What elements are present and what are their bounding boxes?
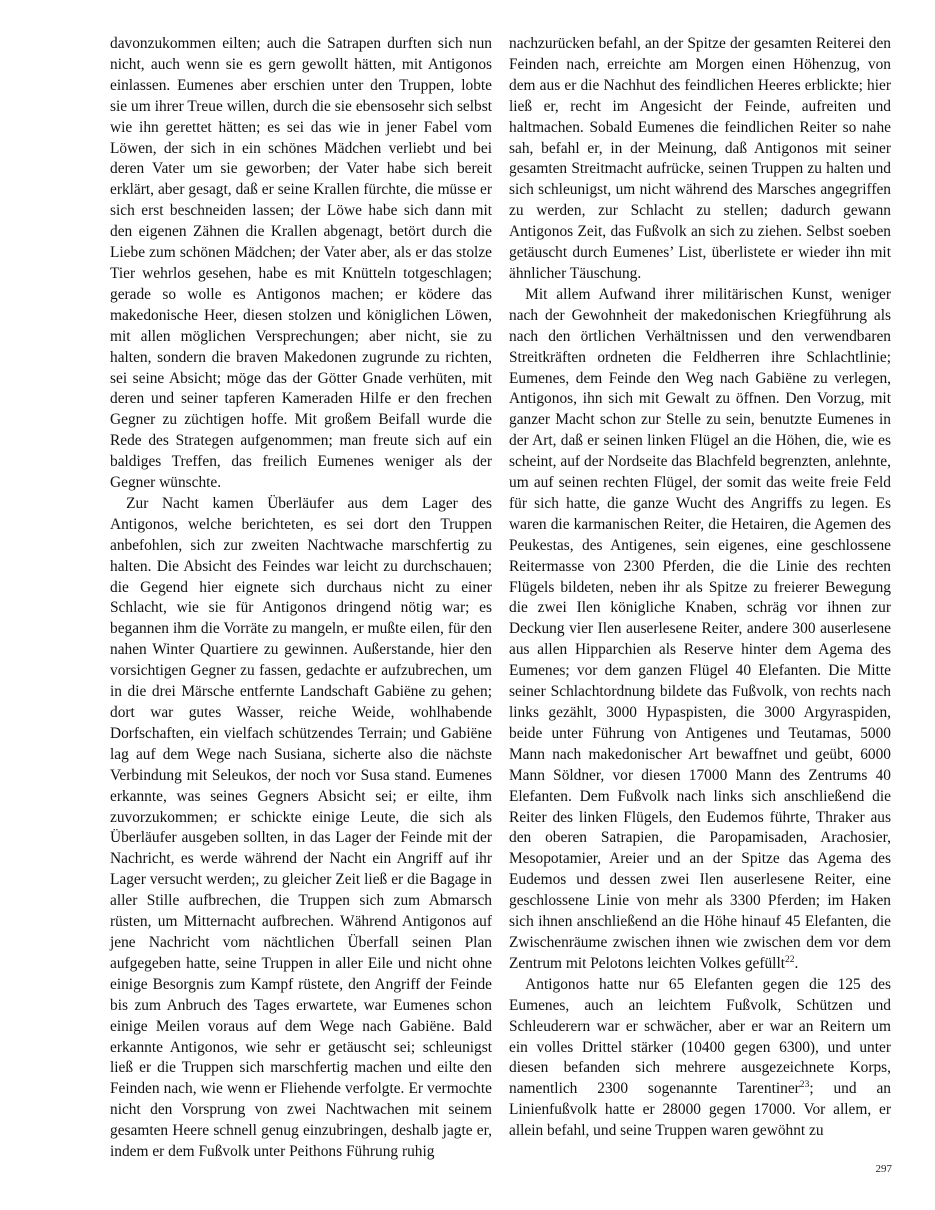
paragraph-text: Mit allem Aufwand ihrer militärischen Kunst, weniger nach der Gewohnheit der makedonischen Kriegführung als nach den örtlichen Verhältnissen und den verwendbaren Streitkräften ordneten die Feldherren ihre Schlachtlinie; Eumenes, dem Feinde den Weg nach Gabiëne zu verlegen, Antigonos, ihn sich mit Gewalt zu öffnen. Den Vorzug, mit ganzer Macht schon zur Stelle zu sein, benutzte Eumenes in der Art, daß er seinen linken Flügel an die Höhen, die, wie es scheint, auf der Nordseite das Blachfeld begrenzten, anlehnte, um auf seinen rechten Flügel, der somit das weite freie Feld für sich hatte, die ganze Wucht des Angriffs zu legen. Es waren die karmanischen Reiter, die Hetairen, die Agemen des Peukestas, des Antigenes, sein eigenes, eine geschlossene Reitermasse von 2300 Pferden, die die Linie des rechten Flügels bildeten, neben ihr als Spitze zu freierer Bewegung die zwei Ilen königliche Knaben, schräg vor ihnen zur Deckung vier Ilen auserlesene Reiter, andere 300 auserlesene aus allen Hipparchien als Reserve hinter dem Agema des Eumenes; vor dem ganzen Flügel 40 Elefanten. Die Mitte seiner Schlachtordnung bildete das Fußvolk, von rechts nach links gezählt, 3000 Hypaspisten, die 3000 Argyraspiden, beide unter Führung von Antigenes und Teutamas, 5000 Mann nach makedonischer Art bewaffnet und geübt, 6000 Mann Söldner, vor diesen 17000 Mann des Zentrums 40 Elefanten. Dem Fußvolk nach links sich anschließend die Reiter des linken Flügels, den Eudemos führte, Thraker aus den oberen Satrapien, die Paropamisaden, Arachosier, Mesopotamier, Areier und an der Spitze das Agema des Eudemos und dessen zwei Ilen auserlesene Reiter, eine geschlossene Linie von mehr als 3300 Pferden; im Haken sich ihnen anschließend an die Höhe hinauf 45 Elefanten, die Zwischenräume zwischen ihnen wie zwischen dem vor dem Zentrum mit Pelotons leichten Volkes gefüllt xyxy=(509,285,891,972)
footnote-ref-23: 23 xyxy=(799,1079,810,1091)
paragraph-text: Antigonos hatte nur 65 Elefanten gegen die 125 des Eumenes, auch an leichtem Fußvolk, Schützen und Schleuderern war er schwächer, aber er war an Reitern um ein volles Drittel stärker (10400 gegen 6300), und unter diesen befanden sich mehrere ausgezeichnete Korps, namentlich 2300 sogenannte Tarentiner xyxy=(509,975,891,1098)
paragraph: nachzurücken befahl, an der Spitze der gesamten Reiterei den Feinden nach, erreichte am Morgen einen Höhenzug, von dem aus er die Nachhut des feindlichen Heeres erblickte; hier ließ er, recht im Angesicht der Feinde, aufreiten und haltmachen. Sobald Eumenes die feindlichen Reiter so nahe sah, befahl er, in der Meinung, daß Antigonos mit seiner gesamten Streitmacht aufrücke, seinen Truppen zu halten und sich schleunigst, um nicht während des Marsches angegriffen zu werden, zur Schlacht zu stellen; dadurch gewann Antigonos Zeit, das Fußvolk an sich zu ziehen. Selbst soeben getäuscht durch Eumenes’ List, überlistete er wieder ihn mit ähnlicher Täuschung. xyxy=(509,35,891,282)
right-column xyxy=(509,34,891,1142)
left-column xyxy=(110,34,492,1163)
paragraph: Mit allem Aufwand ihrer militärischen Kunst, weniger nach der Gewohnheit der makedonischen Kriegführung als nach den örtlichen Verhältnissen und den verwendbaren Streitkräften ordneten die Feldherren ihre Schlachtlinie; Eumenes, dem Feinde den Weg nach Gabiëne zu verlegen, Antigonos, ihn sich mit Gewalt zu öffnen. Den Vorzug, mit ganzer Macht schon zur Stelle zu sein, benutzte Eumenes in der Art, daß er seinen linken Flügel an die Höhen, die, wie es scheint, auf der Nordseite das Blachfeld begrenzten, anlehnte, um auf seinen rechten Flügel, der somit das weite freie Feld für sich hatte, die ganze Wucht des Angriffs zu legen. Es waren die karmanischen Reiter, die Hetairen, die Agemen des Peukestas, des Antigenes, sein eigenes, eine geschlossene Reitermasse von 2300 Pferden, die die Linie des rechten Flügels bildeten, neben ihr als Spitze zu freierer Bewegung die zwei Ilen königliche Knaben, schräg vor ihnen zur Deckung vier Ilen auserlesene Reiter, andere 300 auserlesene aus allen Hipparchien als Reserve hinter dem Agema des Eumenes; vor dem ganzen Flügel 40 Elefanten. Die Mitte seiner Schlachtordnung bildete das Fußvolk, von rechts nach links gezählt, 3000 Hypaspisten, die 3000 Argyraspiden, beide unter Führung von Antigenes und Teutamas, 5000 Mann nach makedonischer Art bewaffnet und geübt, 6000 Mann Söldner, vor diesen 17000 Mann des Zentrums 40 Elefanten. Dem Fußvolk nach links sich anschließend die Reiter des linken Flügels, den Eudemos führte, Thraker aus den oberen Satrapien, die Paropamisaden, Arachosier, Mesopotamier, Areier und an der Spitze das Agema des Eudemos und dessen zwei Ilen auserlesene Reiter, eine geschlossene Linie von mehr als 3300 Pferden; im Haken sich ihnen anschließend an die Höhe hinauf 45 Elefanten, die Zwischenräume zwischen ihnen wie zwischen dem vor dem Zentrum mit Pelotons leichten Volkes gefüllt$^{22}$. xyxy=(509,285,891,972)
footnote-ref-22: 22 xyxy=(785,953,795,965)
paragraph: davonzukommen eilten; auch die Satrapen durften sich nun nicht, auch wenn sie es gern gewollt hätten, mit Antigonos einlassen. Eumenes aber erschien unter den Truppen, lobte sie um ihrer Treue willen, durch die sie ebensosehr sich selbst wie ihn gerettet hätten; es sei das wie in jener Fabel vom Löwen, der sich in ein schönes Mädchen verliebt und bei deren Vater um sie geworben; der Vater habe sich bereit erklärt, aber gesagt, daß er seine Krallen fürchte, die müsse er sich erst beschneiden lassen; der Löwe habe sich dann mit den eigenen Zähnen die Krallen abgenagt, betört durch die Liebe zum schönen Mädchen; der Vater aber, als er das stolze Tier wehrlos gesehen, habe es mit Knütteln totgeschlagen; gerade so wolle es Antigonos machen; er ködere das makedonische Heer, diesen stolzen und königlichen Löwen, mit allen möglichen Versprechungen; aber nicht, sie zu halten, sondern die braven Makedonen zugrunde zu richten, sei seine Absicht; möge das der Götter Gnade verhüten, mit deren und seiner tapferen Kameraden Hilfe er den frechen Gegner zu züchtigen hoffe. Mit großem Beifall wurde die Rede des Strategen aufgenommen; man freute sich auf ein baldiges Treffen, das freilich Eumenes weniger als der Gegner wünschte. xyxy=(110,35,492,492)
page-number: 297 xyxy=(875,1163,892,1175)
paragraph: Zur Nacht kamen Überläufer aus dem Lager des Antigonos, welche berichteten, es sei dort den Truppen anbefohlen, sich zur zweiten Nachtwache marschfertig zu halten. Die Absicht des Feindes war leicht zu durchschauen; die Gegend hier eignete sich durchaus nicht zu einer Schlacht, wie sie für Antigonos dringend nötig war; es begannen ihm die Vorräte zu mangeln, er mußte eilen, für den nahen Winter Quartiere zu gewinnen. Außerstande, hier den vorsichtigen Gegner zu fassen, gedachte er aufzubrechen, um in die drei Märsche entfernte Landschaft Gabiëne zu gehen; dort war gutes Wasser, reiche Weide, wohlhabende Dorfschaften, ein vielfach schützendes Terrain; und Gabiëne lag auf dem Wege nach Susiana, sicherte also die nächste Verbindung mit Seleukos, der noch vor Susa stand. Eumenes erkannte, was seines Gegners Absicht sei; er eilte, ihm zuvorzukommen; er schickte einige Leute, die sich als Überläufer ausgeben sollten, in das Lager der Feinde mit der Nachricht, es werde während der Nacht ein Angriff auf ihr Lager versucht werden;, zu gleicher Zeit ließ er die Bagage in aller Stille aufbrechen, die Truppen sich zum Abmarsch rüsten, um Mitternacht aufbrechen. Während Antigonos auf jene Nachricht vom nächtlichen Überfall seinen Plan aufgegeben hatte, seine Truppen in aller Eile und nicht ohne einige Besorgnis zum Kampf rüstete, den Angriff der Feinde bis zum Anbruch des Tages erwartete, war Eumenes schon einige Meilen voraus auf dem Wege nach Gabiëne. Bald erkannte Antigonos, wie sehr er getäuscht sei; schleunigst ließ er die Truppen sich marschfertig machen und eilte den Feinden nach, wie wenn er Fliehende verfolgte. Er vermochte nicht den Vorsprung von zwei Nachtwachen mit seinem gesamten Heere schnell genug einzubringen, deshalb jagte er, indem er dem Fußvolk unter Peithons Führung ruhig xyxy=(110,494,492,1161)
paragraph-text: ; und an Linienfußvolk hatte er 28000 gegen 17000. Vor allem, er allein befahl, und seine Truppen waren gewöhnt zu xyxy=(509,1080,891,1140)
paragraph xyxy=(509,975,891,1142)
